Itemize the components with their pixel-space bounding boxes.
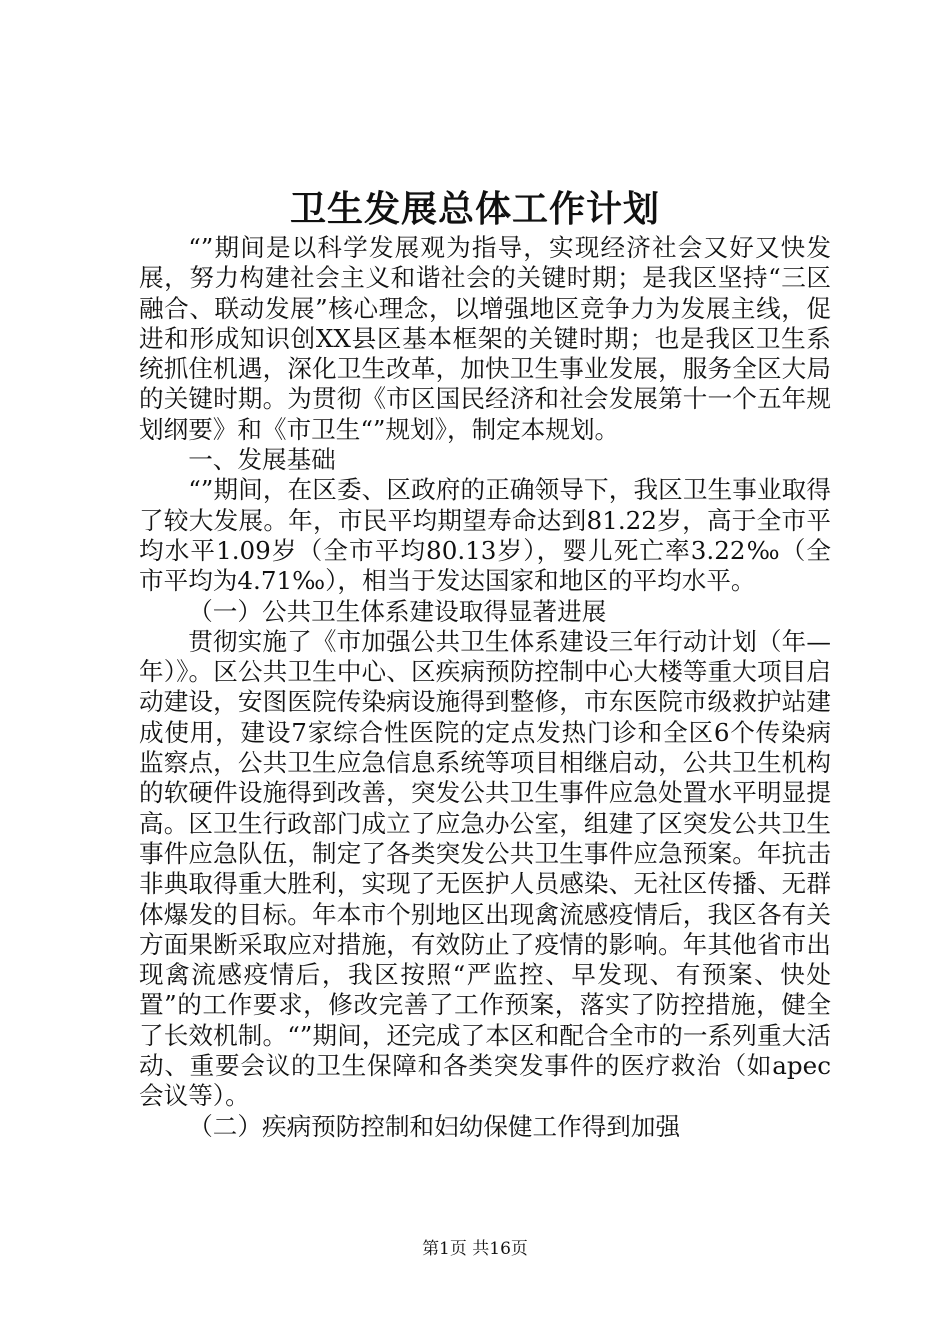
document-title: 卫生发展总体工作计划 xyxy=(289,188,660,230)
document-body xyxy=(139,233,831,1142)
basis-paragraph: “”期间，在区委、区政府的正确领导下，我区卫生事业取得了较大发展。年，市民平均期望寿命达到81.22岁，高于全市平均水平1.09岁（全市平均80.13岁），婴儿死亡率3.22‰（全市平均为4.71‰），相当于发达国家和地区的平均水平。 xyxy=(139,475,831,596)
subsection-heading-1: （一）公共卫生体系建设取得显著进展 xyxy=(188,596,607,626)
public-health-paragraph: 贯彻实施了《市加强公共卫生体系建设三年行动计划（年—年）》。区公共卫生中心、区疾病预防控制中心大楼等重大项目启动建设，安图医院传染病设施得到整修，市东医院市级救护站建成使用，建设7家综合性医院的定点发热门诊和全区6个传染病监察点，公共卫生应急信息系统等项目相继启动，公共卫生机构的软硬件设施得到改善，突发公共卫生事件应急处置水平明显提高。区卫生行政部门成立了应急办公室，组建了区突发公共卫生事件应急队伍，制定了各类突发公共卫生事件应急预案。年抗击非典取得重大胜利，实现了无医护人员感染、无社区传播、无群体爆发的目标。年本市个别地区出现禽流感疫情后，我区各有关方面果断采取应对措施，有效防止了疫情的影响。年其他省市出现禽流感疫情后，我区按照“严监控、早发现、有预案、快处置”的工作要求，修改完善了工作预案，落实了防控措施，健全了长效机制。“”期间，还完成了本区和配合全市的一系列重大活动、重要会议的卫生保障和各类突发事件的医疗救治（如apec会议等）。 xyxy=(139,626,831,1111)
intro-paragraph: “”期间是以科学发展观为指导，实现经济社会又好又快发展，努力构建社会主义和谐社会的关键时期；是我区坚持“三区融合、联动发展”核心理念，以增强地区竞争力为发展主线，促进和形成知识创XX县区基本框架的关键时期；也是我区卫生系统抓住机遇，深化卫生改革，加快卫生事业发展，服务全区大局的关键时期。为贯彻《市区国民经济和社会发展第十一个五年规划纲要》和《市卫生“”规划》，制定本规划。 xyxy=(139,233,831,444)
subsection-heading-2: （二）疾病预防控制和妇幼保健工作得到加强 xyxy=(188,1111,681,1141)
section-heading-1: 一、发展基础 xyxy=(188,445,336,475)
page-footer: 第1页 共16页 xyxy=(422,1239,528,1259)
